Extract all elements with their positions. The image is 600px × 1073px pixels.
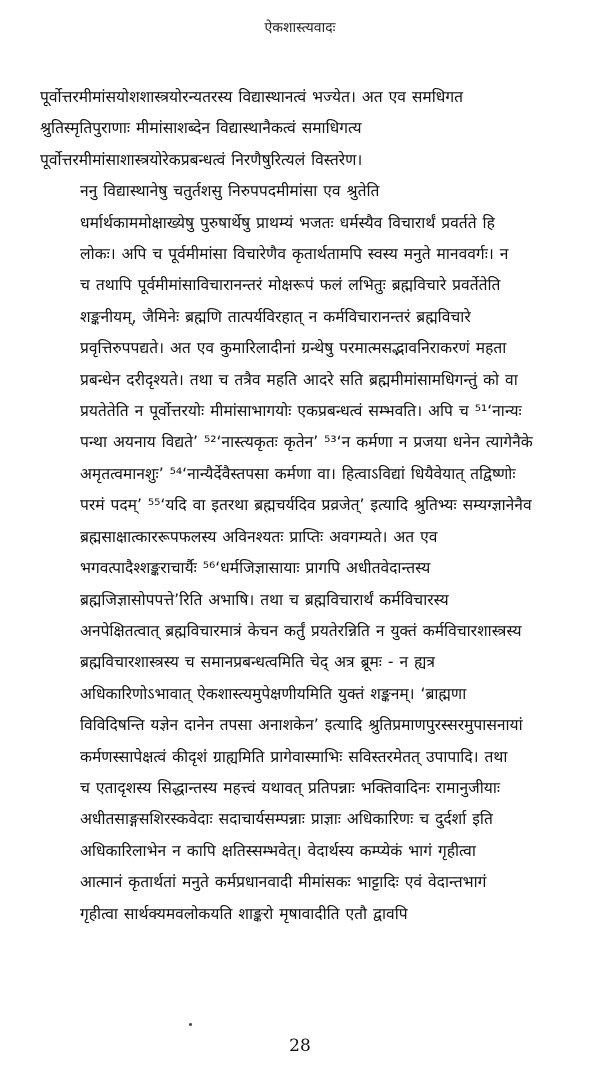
text-line: ब्रह्मसाक्षात्काररूपफलस्य अविनश्यतः प्राप्तिः अवगम्यते। अत एव: [80, 527, 438, 546]
text-line: ब्रह्मजिज्ञासोपपत्ते’रिति अभाषि। तथा च ब्रह्मविचारार्थं कर्मविचारस्य: [80, 590, 449, 609]
body-text: [40, 82, 570, 930]
text-line: अधीतसाङ्गसशिरस्कवेदाः सदाचार्यसम्पन्नाः प्राज्ञाः अधिकारिणः च दुर्दर्शा इति: [80, 810, 493, 829]
text-line: पूर्वोत्तरमीमांसाशास्त्रयोरेकप्रबन्धत्वं निरणैषुरित्यलं विस्तरेण।: [40, 150, 363, 169]
text-line: अमृतत्वमानशुः’ ⁵⁴‘नान्यैर्देवैस्तपसा कर्मणा वा। हित्वाऽविद्यां धियैवेयात् तद्विष्णोः: [80, 464, 516, 483]
text-line: पन्था अयनाय विद्यते’ ⁵²‘नास्त्यकृतः कृतेन’ ⁵³‘न कर्मणा न प्रजया धनेन त्यागेनैके: [80, 433, 533, 452]
text-line: पूर्वोत्तरमीमांसयोशशास्त्रयोरन्यतरस्य विद्यास्थानत्वं भज्येत। अत एव समधिगत: [40, 88, 464, 106]
page-number: 28: [289, 1036, 311, 1056]
text-line: ब्रह्मविचारशास्त्रस्य च समानप्रबन्धत्वमिति चेद् अत्र ब्रूमः - न ह्यत्र: [80, 653, 435, 672]
text-line: ननु विद्यास्थानेषु चतुर्तशसु निरुपपदमीमांसा एव श्रुतेति: [80, 182, 380, 201]
text-line: धर्मार्थकाममोक्षाख्येषु पुरुषार्थेषु प्राथम्यं भजतः धर्मस्यैव विचारार्थं प्रवर्तते हि: [80, 213, 495, 232]
text-line: प्रयतेतेति न पूर्वोत्तरयोः मीमांसाभागयोः एकप्रबन्धत्वं सम्भवति। अपि च ⁵¹‘नान्यः: [80, 402, 522, 421]
paragraph-1: [40, 82, 570, 176]
text-line: भगवत्पादैश्शङ्कराचार्यैः ⁵⁶‘धर्मजिज्ञासायाः प्रागपि अधीतवेदान्तस्य: [80, 559, 431, 578]
text-line: परमं पदम्’ ⁵⁵‘यदि वा इतरथा ब्रह्मचर्यदिव प्रव्रजेत्’ इत्यादि श्रुतिभ्यः सम्यग्ज्ञानेनैव: [80, 496, 532, 515]
text-line: गृहीत्वा सार्थक्यमवलोकयति शाङ्करो मृषावादीति एतौ द्वावपि: [80, 904, 408, 923]
text-line: अधिकारिलाभेन न कापि क्षतिस्सम्भवेत्। वेदार्थस्य कम्प्येकं भागं गृहीत्वा: [80, 841, 476, 860]
paragraph-2: [40, 176, 570, 930]
text-line: विविदिषन्ति यज्ञेन दानेन तपसा अनाशकेन’ इत्यादि श्रुतिप्रमाणपुरस्सरमुपासनायां: [80, 716, 523, 735]
text-line: च एतादृशस्य सिद्धान्तस्य महत्त्वं यथावत् प्रतिपन्नाः भक्तिवादिनः रामानुजीयाः: [80, 778, 501, 797]
text-line: कर्मणस्सापेक्षत्वं कीदृशं ग्राह्यमिति प्रागेवास्माभिः सविस्तरमेतत् उपापादि। तथा: [80, 747, 508, 766]
text-line: शङ्कनीयम्, जैमिनेः ब्रह्मणि तात्पर्यविरहात् न कर्मविचारानन्तरं ब्रह्मविचारे: [80, 307, 471, 326]
text-line: आत्मानं कृतार्थतां मनुते कर्मप्रधानवादी मीमांसकः भाट्टादिः एवं वेदान्तभागं: [80, 873, 487, 892]
ink-dot: [189, 1023, 192, 1026]
text-line: अनपेक्षितत्वात् ब्रह्मविचारमात्रं केचन कर्तुं प्रयतेरन्निति न युक्तं कर्मविचारशास्त्रस्य: [80, 621, 522, 640]
text-line: प्रवृत्तिरुपपद्यते। अत एव कुमारिलादीनां ग्रन्थेषु परमात्मसद्भावनिराकरणं महता: [80, 339, 507, 358]
running-head: ऐकशास्त्यवादः: [264, 20, 336, 36]
text-line: च तथापि पूर्वमीमांसाविचारानन्तरं मोक्षरूपं फलं लभितुः ब्रह्मविचारे प्रवर्तेतेति: [80, 276, 501, 295]
text-line: श्रुतिस्मृतिपुराणाः मीमांसाशब्देन विद्यास्थानैकत्वं समाधिगत्य: [40, 119, 362, 138]
text-line: अधिकारिणोऽभावात् ऐकशास्त्यमुपेक्षणीयमिति युक्तं शङ्कनम्। ‘ब्राह्मणा: [80, 684, 467, 703]
text-line: प्रबन्धेन दरीदृश्यते। तथा च तत्रैव महति आदरे सति ब्रह्ममीमांसामधिगन्तुं को वा: [80, 370, 518, 389]
text-line: लोकः। अपि च पूर्वमीमांसा विचारेणैव कृतार्थतामपि स्वस्य मनुते मानववर्गः। न: [80, 245, 509, 264]
